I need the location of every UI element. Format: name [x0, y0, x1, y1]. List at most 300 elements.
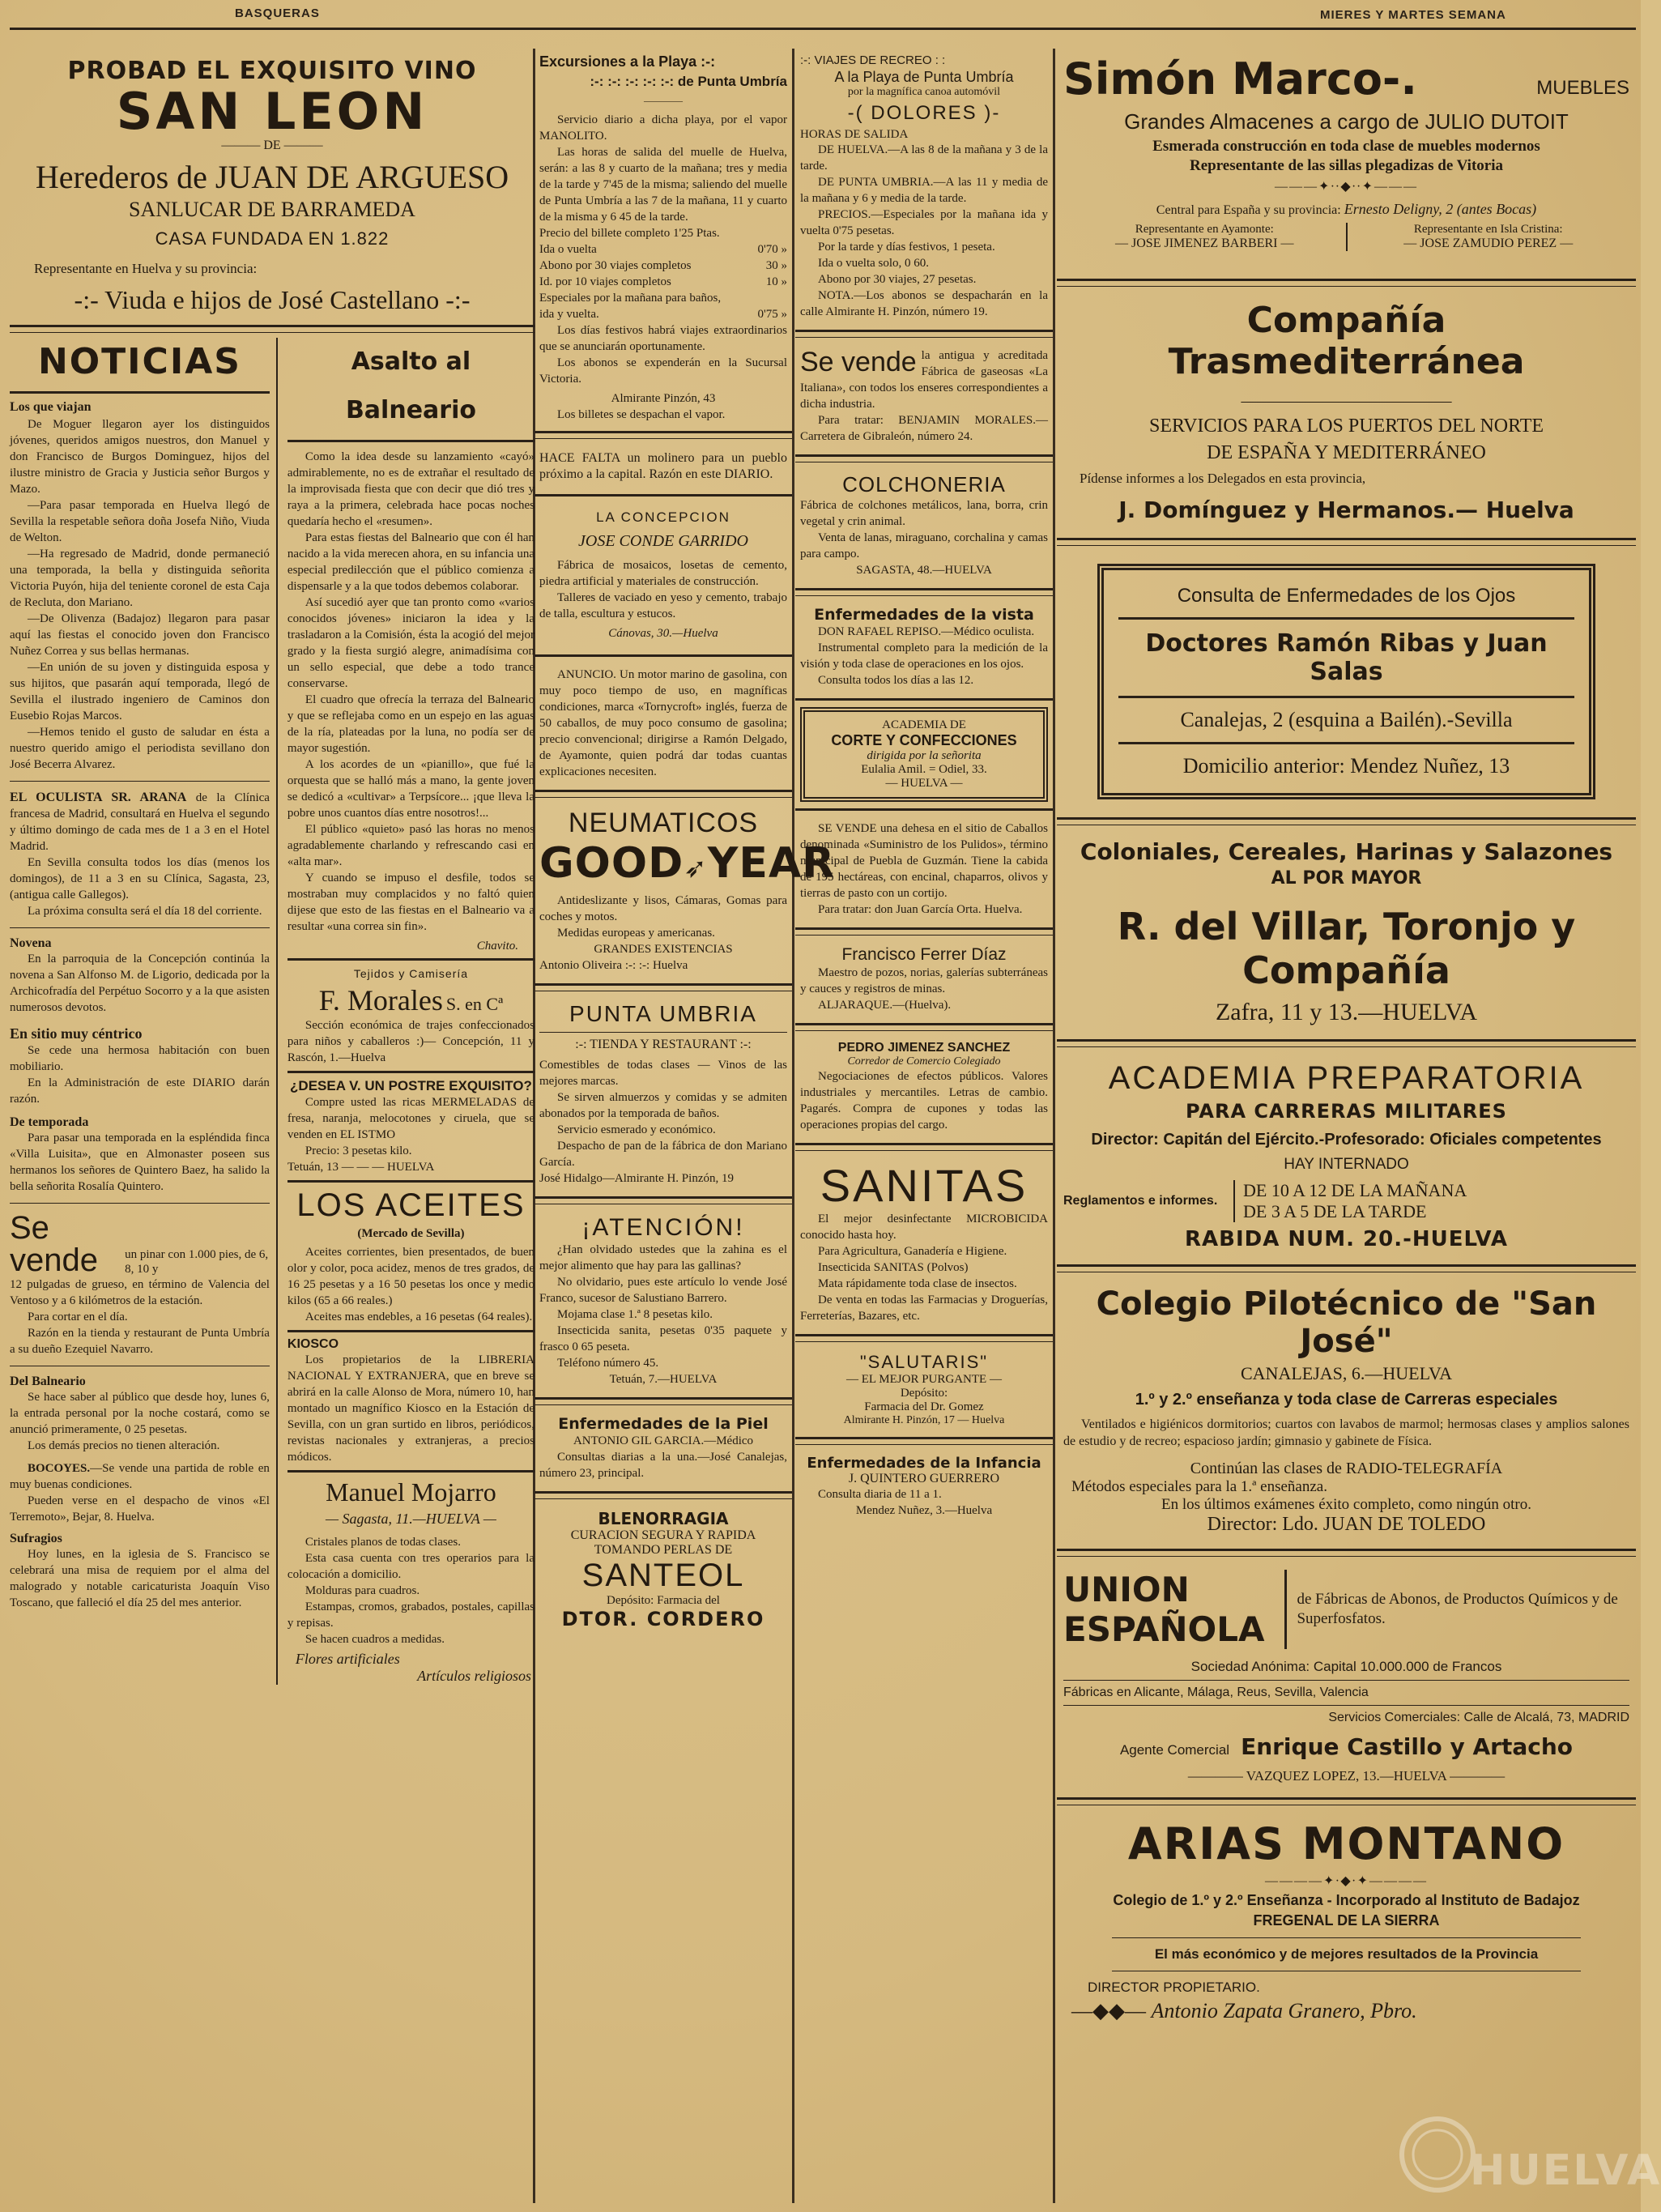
- ojos-l3: Canalejas, 2 (esquina a Bailén).-Sevilla: [1180, 708, 1513, 731]
- academia-corte-l5: — HUELVA —: [885, 777, 963, 790]
- viajes-p2: DE PUNTA UMBRIA.—A las 11 y media de la mañana y 6 y media de la tarde.: [800, 176, 1048, 205]
- divider: [1057, 1549, 1636, 1557]
- asalto-title: Asalto al Balneario: [345, 347, 476, 424]
- noticias-p1: De Moguer llegaron ayer los distinguidos jóvenes, queridos amigos nuestros, don Manuel y don Francisco de Burgos Dominguez, hijos del ilustre ministro de Gracia y Justicia señor Burgos y Mazo.: [10, 418, 270, 496]
- concepcion-name: JOSE CONDE GARRIDO: [578, 532, 748, 550]
- academia-l8: RABIDA NUM. 20.-HUELVA: [1184, 1227, 1508, 1251]
- neumaticos-p: Antideslizante y lisos, Cámaras, Gomas para coches y motos.: [539, 894, 787, 923]
- san-leon-de: ——— DE ———: [221, 139, 323, 152]
- excursiones-p1: Servicio diario a dicha playa, por el vapor MANOLITO.: [539, 113, 787, 143]
- divider: [535, 654, 792, 657]
- ad-morales: [287, 967, 535, 1066]
- viajes-p1: DE HUELVA.—A las 8 de la mañana y 3 de la tarde.: [800, 143, 1048, 173]
- blenorragia-l4: SANTEOL: [581, 1558, 745, 1593]
- concepcion-p2: Talleres de vaciado en yeso y cemento, trabajo de talla, escultura y estucos.: [539, 591, 787, 620]
- gaseosas-se-vende: Se vende: [800, 347, 917, 377]
- ad-sanitas: [795, 1156, 1053, 1329]
- divider: [1057, 1039, 1636, 1047]
- heading-temporada: De temporada: [10, 1115, 89, 1129]
- mojarro-p3: Molduras para cuadros.: [305, 1584, 420, 1597]
- price-row1-label: Precio del billete completo 1'25 Ptas.: [539, 227, 720, 240]
- ad-salutaris: [795, 1347, 1053, 1432]
- ad-aceites: [287, 1187, 535, 1325]
- divider: [287, 1470, 535, 1473]
- union-l4b: Enrique Castillo y Artacho: [1241, 1733, 1574, 1760]
- kiosco-title: KIOSCO: [287, 1337, 339, 1351]
- ad-san-leon: [10, 49, 535, 315]
- aceites-p2: Aceites mas endebles, a 16 pesetas (64 reales).: [305, 1311, 533, 1323]
- sanitas-p2: Para Agricultura, Ganadería e Higiene.: [818, 1245, 1007, 1258]
- marco-l3: Representante de las sillas plegadizas de Vitoria: [1189, 157, 1504, 174]
- watermark-text: HUELVA: [1470, 2146, 1661, 2195]
- ad-se-vende-dehesa: [795, 816, 1053, 923]
- trasmed-l4: J. Domínguez y Hermanos.— Huelva: [1118, 497, 1574, 523]
- salutaris-l3: Almirante H. Pinzón, 17 — Huelva: [843, 1414, 1005, 1426]
- trasmed-l3: Pídense informes a los Delegados en esta provincia,: [1080, 471, 1366, 486]
- divider: [287, 1180, 535, 1183]
- ad-neumaticos: [535, 803, 836, 978]
- union-title: UNION ESPAÑOLA: [1063, 1570, 1287, 1649]
- blenorragia-l2: CURACION SEGURA Y RAPIDA: [570, 1528, 756, 1542]
- ad-arias-montano: [1057, 1810, 1636, 2031]
- ad-viajes-recreo: [795, 49, 1053, 325]
- concepcion-addr: Cánovas, 30.—Huelva: [608, 627, 718, 640]
- san-leon-rep-label: Representante en Huelva y su provincia:: [34, 261, 258, 276]
- ad-enfermedades-vista: [795, 601, 1053, 693]
- viajes-heading: HORAS DE SALIDA: [800, 128, 909, 141]
- colegio-p1: Ventilados e higiénicos dormitorios; cuartos con lavabos de marmol; hermosas clases y amplios salones de estudio y de recreo; espacioso jardín; gimnasio y gabinete de Física.: [1063, 1417, 1629, 1448]
- san-leon-founded: CASA FUNDADA EN 1.822: [155, 228, 390, 249]
- atencion-p3: Mojama clase 1.ª 8 pesetas kilo.: [557, 1308, 713, 1321]
- ferrer-addr: ALJARAQUE.—(Huelva).: [818, 999, 952, 1012]
- divider: [287, 440, 535, 442]
- san-leon-heirs: Herederos de JUAN DE ARGUESO: [35, 159, 509, 195]
- neumaticos-title: NEUMATICOS: [568, 808, 759, 838]
- colchoneria-p2: Venta de lanas, miraguano, corchalina y camas para campo.: [800, 531, 1048, 560]
- colegio-l1: 1.º y 2.º enseñanza y toda clase de Carreras especiales: [1135, 1391, 1558, 1409]
- aceites-p1: Aceites corrientes, bien presentados, de buen olor y color, poca acidez, menos de tres grados, de 16 25 pesetas y a 16 50 pesetas los once y medio kilos (65 a 66 reales.): [287, 1246, 535, 1307]
- academia-l1: ACADEMIA PREPARATORIA: [1108, 1060, 1585, 1096]
- marco-l5a: Representante en Ayamonte:: [1135, 223, 1274, 236]
- colchoneria-title: COLCHONERIA: [842, 472, 1006, 497]
- ad-kiosco: [287, 1337, 535, 1465]
- ad-academia-corte: [800, 707, 1048, 802]
- excursiones-title1: Excursiones a la Playa :-:: [539, 53, 716, 70]
- excursiones-p6: Los billetes se despachan el vapor.: [557, 408, 726, 421]
- trasmed-l2: DE ESPAÑA Y MEDITERRÁNEO: [1207, 442, 1486, 463]
- pinar-p2: Para cortar en el día.: [28, 1311, 128, 1323]
- colegio-p3: Métodos especiales para la 1.ª enseñanza.: [1071, 1478, 1327, 1495]
- excursiones-title2: :-: :-: :-: :-: :-: de Punta Umbría: [590, 74, 787, 89]
- ornament: ———✦∙∙◆∙∙✦———: [1274, 180, 1419, 194]
- san-leon-town: SANLUCAR DE BARRAMEDA: [129, 198, 415, 221]
- price-row2-value: 0'70 »: [757, 243, 787, 256]
- arias-l3: El más económico y de mejores resultados de la Provincia: [1154, 1946, 1539, 1962]
- ad-excursiones: [535, 49, 792, 423]
- divider: [795, 1023, 1053, 1031]
- blenorragia-l3: TOMANDO PERLAS DE: [594, 1543, 733, 1557]
- divider: [1063, 1680, 1629, 1681]
- col1-split: [10, 338, 535, 1685]
- coloniales-l4: Zafra, 11 y 13.—HUELVA: [1215, 999, 1477, 1025]
- coloniales-l3: R. del Villar, Toronjo y Compañía: [1117, 905, 1576, 992]
- price-row3-label: Abono por 30 viajes completos: [539, 259, 692, 272]
- divider: [1063, 1705, 1629, 1706]
- infancia-p2: Mendez Nuñez, 3.—Huelva: [855, 1504, 993, 1517]
- temporada-p: Para pasar una temporada en la espléndida finca «Villa Luisita», que en Almonaster poseen sus hermanos los señores de Quintero Baez, ha salido la bella señorita Rosalía Quintero.: [10, 1132, 270, 1193]
- concepcion-p1: Fábrica de mosaicos, losetas de cemento, piedra artificial y materiales de construcción.: [539, 559, 787, 588]
- coloniales-l1: Coloniales, Cereales, Harinas y Salazones: [1080, 838, 1613, 865]
- vista-p1: DON RAFAEL REPISO.—Médico oculista.: [818, 625, 1035, 638]
- price-row3-value: 30 »: [765, 259, 787, 272]
- column-2: [535, 49, 836, 2203]
- excursiones-p5: Almirante Pinzón, 43: [611, 392, 716, 405]
- archive-watermark: [1389, 2106, 1661, 2203]
- marco-side: MUEBLES: [1536, 77, 1629, 99]
- ad-atencion: [535, 1209, 792, 1392]
- punta-umbria-p2: Se sirven almuerzos y comidas y se admiten abonados por la temporada de baños.: [539, 1091, 787, 1120]
- academia-corte-l4: Eulalia Amil. = Odiel, 33.: [861, 763, 987, 776]
- noticias-column: [10, 338, 278, 1685]
- se-vende-pinar: [10, 1212, 270, 1276]
- viajes-t1: :-: VIAJES DE RECREO : :: [800, 53, 946, 67]
- mojarro-p7: Artículos religiosos: [417, 1668, 531, 1684]
- ad-union-espanola: [1057, 1562, 1636, 1792]
- divider: [535, 1491, 792, 1499]
- trasmed-title: Compañía Trasmediterránea: [1168, 300, 1525, 382]
- asalto-p6: El público «quieto» pasó las horas no menos agradablemente charlando y refrescando casi en «alta mar».: [287, 823, 535, 868]
- union-l5: ———— VAZQUEZ LOPEZ, 13.—HUELVA ————: [1187, 1768, 1506, 1784]
- ad-mojarro: [287, 1477, 535, 1685]
- ad-enfermedades-piel: [535, 1410, 792, 1486]
- excursiones-ornament: ————: [644, 95, 683, 106]
- ad-postre: [287, 1078, 535, 1175]
- ad-concepcion: [535, 501, 792, 650]
- divider: [1057, 1797, 1636, 1805]
- academia-l3: Director: Capitán del Ejército.-Profesorado: Oficiales competentes: [1091, 1131, 1602, 1149]
- atencion-p1: ¿Han olvidado ustedes que la zahina es el mejor alimento que hay para las gallinas?: [539, 1243, 787, 1272]
- divider: [10, 1203, 270, 1204]
- san-leon-line1: PROBAD EL EXQUISITO VINO: [67, 57, 477, 85]
- marco-l6a: Representante en Isla Cristina:: [1413, 223, 1563, 236]
- ad-se-vende-gaseosas: [795, 343, 1053, 450]
- morales-p: Sección económica de trajes confeccionados para niños y caballeros :)— Concepción, 11 y Rascón, 1.—Huelva: [287, 1019, 535, 1064]
- heading-bocoyes: BOCOYES.: [28, 1462, 91, 1475]
- morales-sociedad: S. en Cª: [445, 994, 504, 1014]
- colegio-addr: CANALEJAS, 6.—HUELVA: [1241, 1363, 1452, 1383]
- mojarro-addr: — Sagasta, 11.—HUELVA —: [326, 1511, 496, 1527]
- ornament: —————————————: [1241, 392, 1452, 410]
- page-header-strip: [0, 0, 1641, 24]
- atencion-title: ¡ATENCIÓN!: [581, 1214, 745, 1241]
- academia-corte-l2: CORTE Y CONFECCIONES: [831, 732, 1017, 748]
- postre-addr: Tetuán, 13 — — — HUELVA: [287, 1161, 435, 1174]
- price-row5-value: 0'75 »: [757, 308, 787, 321]
- viajes-t2: A la Playa de Punta Umbría: [834, 69, 1014, 85]
- se-vende-big: Se vende: [10, 1210, 98, 1278]
- ferrer-p: Maestro de pozos, norias, galerías subterráneas y cauces y registros de minas.: [800, 966, 1048, 995]
- ferrer-title: Francisco Ferrer Díaz: [841, 945, 1007, 964]
- academia-l4: HAY INTERNADO: [1284, 1156, 1409, 1173]
- goodyear-logo: [539, 839, 836, 893]
- ad-motor-anuncio: [535, 662, 792, 785]
- ad-coloniales: [1057, 830, 1636, 1034]
- colegio-title: Colegio Pilotécnico de "San José": [1096, 1285, 1597, 1360]
- academia-l5: Reglamentos e informes.: [1063, 1194, 1218, 1208]
- san-leon-rep: -:- Viuda e hijos de José Castellano -:-: [74, 285, 471, 314]
- union-l4a: Agente Comercial: [1119, 1742, 1230, 1758]
- ad-trasmediterranea: [1057, 292, 1636, 531]
- vista-p3: Consulta todos los días a las 12.: [818, 674, 974, 687]
- union-side: de Fábricas de Abonos, de Productos Químicos y de Superfosfatos.: [1297, 1591, 1618, 1627]
- gaseosas-p1: la antigua y acreditada Fábrica de gaseosas «La Italiana», con todos los enseres correspondientes a dicha industria.: [800, 349, 1048, 411]
- divider: [1118, 617, 1574, 620]
- divider: [539, 1032, 787, 1033]
- asalto-p4: El cuadro que ofrecía la terraza del Balneario y que se reflejaba como en un espejo en las aguas de la ría, plateadas por la luna, no podía ser de mayor sugestión.: [287, 693, 535, 755]
- divider: [795, 698, 1053, 701]
- marco-l5b: — JOSE JIMENEZ BARBERI —: [1115, 237, 1294, 250]
- concepcion-title: LA CONCEPCION: [596, 509, 730, 525]
- viajes-t3: por la magnífica canoa automóvil: [847, 86, 1001, 98]
- divider: [535, 494, 792, 497]
- ad-academia-preparatoria: [1057, 1052, 1636, 1259]
- ad-colchoneria: [795, 467, 1053, 583]
- bocoyes-p1: —Se vende una partida de roble en muy buenas condiciones.: [10, 1462, 270, 1491]
- viajes-p3: PRECIOS.—Especiales por la mañana ida y vuelta 0'75 pesetas.: [800, 208, 1048, 237]
- sanitas-p1: El mejor desinfectante MICROBICIDA conocido hasta hoy.: [800, 1213, 1048, 1242]
- divider: [795, 330, 1053, 338]
- aceites-sub: (Mercado de Sevilla): [357, 1227, 465, 1240]
- noticias-p3: —Ha regresado de Madrid, donde permaneció una temporada, la bella y distinguida señorita Victoria Puyón, hija del teniente coronel de esta Caja de Recluta, don Mariano.: [10, 548, 270, 609]
- divider: [10, 781, 270, 782]
- marco-title: Simón Marco-.: [1063, 53, 1417, 104]
- divider: [795, 808, 1053, 811]
- union-l2: Fábricas en Alicante, Málaga, Reus, Sevilla, Valencia: [1063, 1686, 1369, 1699]
- vista-title: Enfermedades de la vista: [814, 606, 1034, 624]
- arias-l1: Colegio de 1.º y 2.º Enseñanza - Incorporado al Instituto de Badajoz: [1113, 1892, 1580, 1908]
- salutaris-l2: Farmacia del Dr. Gomez: [864, 1400, 984, 1413]
- marco-l6b: — JOSE ZAMUDIO PEREZ —: [1403, 237, 1574, 250]
- divider: [795, 1143, 1053, 1151]
- piel-p1: ANTONIO GIL GARCIA.—Médico: [573, 1434, 754, 1447]
- header-rule: [10, 28, 1636, 30]
- viajes-t4: -( DOLORES )-: [847, 102, 1001, 124]
- marco-l4a: Central para España y su provincia:: [1156, 203, 1341, 217]
- column-4: [1057, 49, 1636, 2203]
- colegio-p5: Director: Ldo. JUAN DE TOLEDO: [1207, 1514, 1486, 1535]
- morales-name: F. Morales: [318, 984, 443, 1016]
- colchoneria-addr: SAGASTA, 48.—HUELVA: [856, 564, 992, 577]
- viajes-p5: Ida o vuelta solo, 0 60.: [818, 257, 930, 270]
- mojarro-p2: Esta casa cuenta con tres operarios para la colocación a domicilio.: [287, 1552, 535, 1581]
- heading-sitio-centrico: En sitio muy céntrico: [10, 1025, 143, 1042]
- punta-umbria-addr: José Hidalgo—Almirante H. Pinzón, 19: [539, 1172, 734, 1185]
- blenorragia-l6: DTOR. CORDERO: [561, 1608, 765, 1630]
- punta-umbria-p4: Despacho de pan de la fábrica de don Mariano García.: [539, 1140, 787, 1169]
- goodyear-logo-b: YEAR: [707, 839, 836, 888]
- column-3: [795, 49, 1053, 2203]
- punta-umbria-p1: Comestibles de todas clases — Vinos de las mejores marcas.: [539, 1059, 787, 1088]
- colegio-p4: En los últimos exámenes éxito completo, como ningún otro.: [1161, 1496, 1531, 1513]
- sitio-p1: Se cede una hermosa habitación con buen mobiliario.: [10, 1044, 270, 1073]
- jimenez-p: Negociaciones de efectos públicos. Valores industriales y mercantiles. Letras de cambio. Pagarés. Compra de cupones y todas las operaciones propias del cargo.: [800, 1070, 1048, 1132]
- postre-p: Compre usted las ricas MERMELADAS de fresa, naranja, melocotones y ciruela, que se venden en EL ISTMO: [287, 1096, 535, 1141]
- morales-line1: Tejidos y Camisería: [353, 967, 469, 980]
- ojos-l2: Doctores Ramón Ribas y Juan Salas: [1145, 629, 1548, 686]
- viajes-p6: Abono por 30 viajes, 27 pesetas.: [818, 273, 977, 286]
- excursiones-prices: [539, 225, 787, 322]
- san-leon-title: SAN LEON: [116, 82, 428, 141]
- divider: [1118, 742, 1574, 744]
- san-leon-de-text: DE: [263, 139, 281, 152]
- excursiones-p2: Las horas de salida del muelle de Huelva, serán: a las 8 y cuarto de la mañana; tres y media de la tarde y 7'45 de la misma; saliendo del muelle de Punta Umbría a las 7 de la mañana, 11 y cuarto de la misma y 6 45 de la tarde.: [539, 146, 787, 224]
- morales-name-row: [287, 983, 535, 1017]
- noticias-p4: —De Olivenza (Badajoz) llegaron para pasar aquí las fiestas el conocido joven don Francisco Nuñez Correa y sus bellas hermanas.: [10, 612, 270, 658]
- ojos-l1: Consulta de Enfermedades de los Ojos: [1177, 585, 1516, 607]
- balneario-p2: Los demás precios no tienen alteración.: [28, 1439, 220, 1452]
- divider: [535, 790, 792, 798]
- gaseosas-p2: Para tratar: BENJAMIN MORALES.—Carretera de Gibraleón, número 24.: [800, 414, 1048, 443]
- ad-punta-umbria: [535, 996, 792, 1191]
- wingfoot-icon: ➶: [684, 852, 708, 884]
- colegio-p2: Continúan las clases de RADIO-TELEGRAFÍA: [1190, 1460, 1503, 1477]
- dehesa-p2: Para tratar: don Juan García Orta. Huelva.: [818, 903, 1023, 916]
- sanitas-p3: Insecticida SANITAS (Polvos): [818, 1261, 969, 1274]
- coloniales-l2: AL POR MAYOR: [1271, 868, 1422, 889]
- divider: [795, 927, 1053, 936]
- divider: [795, 588, 1053, 596]
- arias-title: ARIAS MONTANO: [1127, 1818, 1565, 1869]
- mojarro-p1: Cristales planos de todas clases.: [305, 1536, 461, 1549]
- asalto-p3: Así sucedió ayer que tan pronto como «varios conocidos jóvenes» iniciaron la idea y la trasladaron a la Comisión, ésta la acogió del mejor grado y la fiesta surgió alegre, animadísima con un sello especial, que debe a todo trance conservarse.: [287, 596, 535, 690]
- asalto-p1: Como la idea desde su lanzamiento «cayó» admirablemente, no es de extrañar el resultado de la improvisada fiesta que con decir que dió tres y raya a la primera, celebrada hace pocas noches quedaría hecho el «resumen».: [287, 450, 535, 528]
- pinar-p3: Razón en la tienda y restaurant de Punta Umbría a su dueño Ezequiel Navarro.: [10, 1327, 270, 1356]
- blenorragia-l5: Depósito: Farmacia del: [607, 1594, 720, 1607]
- pinar-p1: 12 pulgadas de grueso, en término de Valencia del Ventoso y a 6 kilómetros de la estación.: [10, 1278, 270, 1307]
- marco-l2: Esmerada construcción en toda clase de muebles modernos: [1152, 138, 1540, 155]
- union-l1: Sociedad Anónima: Capital 10.000.000 de Francos: [1190, 1659, 1502, 1674]
- academia-corte-l1: ACADEMIA DE: [882, 718, 966, 731]
- heading-los-que-viajan: Los que viajan: [10, 400, 92, 414]
- mojarro-p4: Estampas, cromos, grabados, postales, capillas y repisas.: [287, 1600, 535, 1630]
- neumaticos-p2: Medidas europeas y americanas.: [557, 927, 715, 940]
- price-row5-label: Especiales por la mañana para baños, ida y vuelta.: [539, 292, 722, 321]
- header-left-fragment: BASQUERAS: [235, 6, 320, 20]
- divider: [795, 454, 1053, 462]
- divider: [535, 1397, 792, 1405]
- noticias-p5: —En unión de su joven y distinguida esposa y sus hijitos, que pasarán aquí temporada, llegó de Sevilla el ilustrado ingeniero de Caminos don Eusebio Rojas Marcos.: [10, 661, 270, 722]
- column-rule-2: [792, 49, 794, 2203]
- academia-l2: PARA CARRERAS MILITARES: [1186, 1100, 1507, 1123]
- price-row4-value: 10 »: [765, 275, 787, 288]
- sitio-p2: En la Administración de este DIARIO darán razón.: [10, 1076, 270, 1106]
- union-l3: Servicios Comerciales: Calle de Alcalá, 73, MADRID: [1328, 1711, 1629, 1724]
- colchoneria-p1: Fábrica de colchones metálicos, lana, borra, crin vegetal y crin animal.: [800, 499, 1048, 528]
- divider: [1112, 1937, 1581, 1938]
- divider: [287, 1071, 535, 1073]
- marco-l4: [1063, 201, 1629, 218]
- marco-l1: Grandes Almacenes a cargo de JULIO DUTOIT: [1124, 109, 1569, 134]
- noticias-p6: —Hemos tenido el gusto de saludar en ésta a nuestro querido amigo el periodista sevillano don José Becerra Alvarez.: [10, 726, 270, 771]
- trasmed-l1: SERVICIOS PARA LOS PUERTOS DEL NORTE: [1148, 416, 1544, 437]
- infancia-p1: Consulta diaria de 11 a 1.: [818, 1488, 942, 1501]
- se-vende-side: un pinar con 1.000 pies, de 6, 8, 10 y: [125, 1248, 269, 1276]
- academia-l6: DE 10 A 12 DE LA MAÑANA: [1243, 1180, 1467, 1200]
- blenorragia-l1: BLENORRAGIA: [598, 1509, 729, 1528]
- aceites-title: LOS ACEITES: [296, 1187, 526, 1223]
- dehesa-p1: SE VENDE una dehesa en el sitio de Caballos denominada «Suministro de los Pulidos», término municipal de Puebla de Guzmán. Tiene la cabida de 195 hectáreas, con encinal, chaparros, olivos y tierras de pasto con un cortijo.: [800, 822, 1048, 900]
- neumaticos-addr: Antonio Oliveira :-: :-: Huelva: [539, 959, 688, 972]
- molinero-p: HACE FALTA un molinero para un pueblo próximo a la capital. Razón en este DIARIO.: [539, 451, 787, 481]
- divider: [287, 1330, 535, 1332]
- excursiones-p4: Los abonos se expenderán en la Sucursal Victoria.: [539, 356, 787, 386]
- divider: [10, 927, 270, 928]
- sanitas-p5: De venta en todas las Farmacias y Droguerías, Ferreterías, Bazares, etc.: [800, 1294, 1048, 1323]
- excursiones-p3: Los días festivos habrá viajes extraordinarios que se anunciarán oportunamente.: [539, 324, 787, 353]
- price-row4-label: Id. por 10 viajes completos: [539, 275, 671, 288]
- punta-umbria-p3: Servicio esmerado y económico.: [557, 1123, 716, 1136]
- divider: [795, 1437, 1053, 1445]
- viajes-p7: NOTA.—Los abonos se despacharán en la calle Almirante H. Pinzón, número 19.: [800, 289, 1048, 318]
- price-row2-label: Ida o vuelta: [539, 243, 597, 256]
- ad-molinero: [535, 444, 792, 489]
- balneario-p1: Se hace saber al público que desde hoy, lunes 6, la entrada personal por la noche costará, como se anunció primeramente, 0 25 pesetas.: [10, 1391, 270, 1436]
- ad-enfermedades-infancia: [795, 1450, 1053, 1524]
- academia-horario: [1063, 1180, 1629, 1222]
- atencion-p4: Insecticida sanita, pesetas 0'35 paquete y frasco 0 65 peseta.: [539, 1324, 787, 1353]
- piel-p2: Consultas diarias a la una.—José Canalejas, número 23, principal.: [539, 1451, 787, 1480]
- asalto-signature: Chavito.: [476, 940, 518, 953]
- academia-corte-l3: dirigida por la señorita: [867, 749, 982, 762]
- ad-simon-marco: [1057, 49, 1636, 256]
- column-1: [10, 49, 535, 2203]
- mojarro-p6: Flores artificiales: [295, 1651, 400, 1667]
- asalto-column: [278, 338, 535, 1685]
- salutaris-sub: — EL MEJOR PURGANTE —: [846, 1373, 1002, 1386]
- atencion-p5: Teléfono número 45.: [557, 1357, 659, 1370]
- heading-balneario: Del Balneario: [10, 1375, 86, 1388]
- divider: [10, 325, 535, 333]
- arias-l5-row: [1063, 1999, 1629, 2023]
- vista-p2: Instrumental completo para la medición de la visión y toda clase de operaciones en los ojos.: [800, 641, 1048, 671]
- divider: [10, 391, 270, 394]
- oculista-p3: La próxima consulta será el día 18 del corriente.: [28, 905, 262, 918]
- academia-l7: DE 3 A 5 DE LA TARDE: [1243, 1201, 1427, 1221]
- marco-representantes: [1063, 223, 1629, 251]
- jimenez-title: PEDRO JIMENEZ SANCHEZ: [837, 1041, 1011, 1055]
- viajes-p4: Por la tarde y días festivos, 1 peseta.: [818, 241, 995, 254]
- infancia-name: J. QUINTERO GUERRERO: [848, 1472, 1000, 1485]
- arias-l5: Antonio Zapata Granero, Pbro.: [1151, 1999, 1417, 2022]
- oculista-p2: En Sevilla consulta todos los días (menos los domingos), de 11 a 3 en su Clínica, Sagasta, 23, (antigua calle Gallegos).: [10, 856, 270, 901]
- ornament: ————✦∙◆∙✦————: [1264, 1874, 1429, 1888]
- arias-l2: FREGENAL DE LA SIERRA: [1253, 1912, 1440, 1929]
- salutaris-title: "SALUTARIS": [859, 1352, 989, 1372]
- atencion-addr: Tetuán, 7.—HUELVA: [609, 1373, 718, 1386]
- divider: [1057, 279, 1636, 287]
- divider: [795, 1334, 1053, 1342]
- bocoyes-p2: Pueden verse en el despacho de vinos «El Terremoto», Bejar, 8. Huelva.: [10, 1494, 270, 1524]
- novena-p: En la parroquia de la Concepción continúa la novena a San Alfonso M. de Ligorio, dedicada por la Archicofradía del Perpétuo Socorro y a la que asisten numerosos devotos.: [10, 953, 270, 1014]
- divider: [287, 958, 535, 961]
- noticias-p2: —Para pasar temporada en Huelva llegó de Sevilla la respetable señora doña Josefa Niño, Viuda de Welton.: [10, 499, 270, 544]
- jimenez-sub: Corredor de Comercio Colegiado: [847, 1055, 1001, 1068]
- column-rule-3: [1053, 49, 1055, 2203]
- divider: [535, 431, 792, 439]
- arias-l4: DIRECTOR PROPIETARIO.: [1088, 1980, 1260, 1995]
- divider: [535, 1196, 792, 1204]
- ad-ferrer: [795, 940, 1053, 1018]
